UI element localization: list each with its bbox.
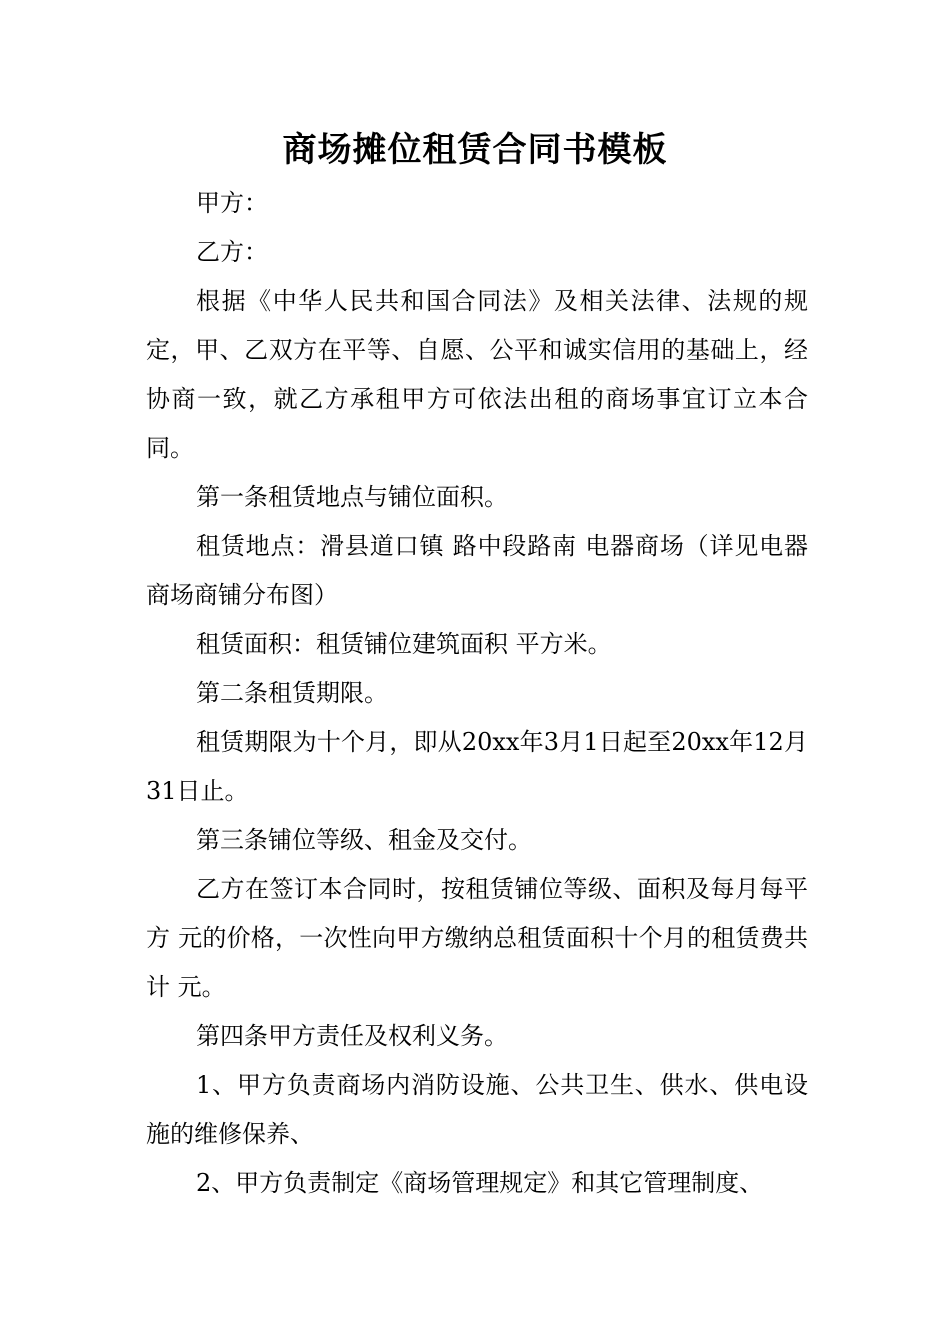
article-1-heading: 第一条租赁地点与铺位面积。 [196,483,508,511]
article-2-heading: 第二条租赁期限。 [196,679,388,707]
document-body [146,179,808,1208]
lease-area-paragraph: 租赁面积：租赁铺位建筑面积 平方米。 [196,630,612,658]
lease-location-paragraph: 租赁地点：滑县道口镇 路中段路南 电器商场（详见电器商场商铺分布图） [146,532,808,609]
article-4-heading: 第四条甲方责任及权利义务。 [196,1022,508,1050]
article-3-heading: 第三条铺位等级、租金及交付。 [196,826,532,854]
party-a-line: 甲方： [196,189,268,217]
preamble-paragraph: 根据《中华人民共和国合同法》及相关法律、法规的规定，甲、乙双方在平等、自愿、公平和诚实信用的基础上，经协商一致，就乙方承租甲方可依法出租的商场事宜订立本合同。 [146,287,808,462]
rent-payment-paragraph: 乙方在签订本合同时，按租赁铺位等级、面积及每月每平方 元的价格，一次性向甲方缴纳总租赁面积十个月的租赁费共计 元。 [146,875,808,1001]
clause-2-paragraph: 2、甲方负责制定《商场管理规定》和其它管理制度、 [196,1169,764,1197]
party-b-line: 乙方： [196,238,268,266]
document-title: 商场摊位租赁合同书模板 [282,130,668,170]
clause-1-paragraph: 1、甲方负责商场内消防设施、公共卫生、供水、供电设施的维修保养、 [146,1071,808,1148]
lease-term-paragraph: 租赁期限为十个月，即从20xx年3月1日起至20xx年12月31日止。 [146,728,808,805]
